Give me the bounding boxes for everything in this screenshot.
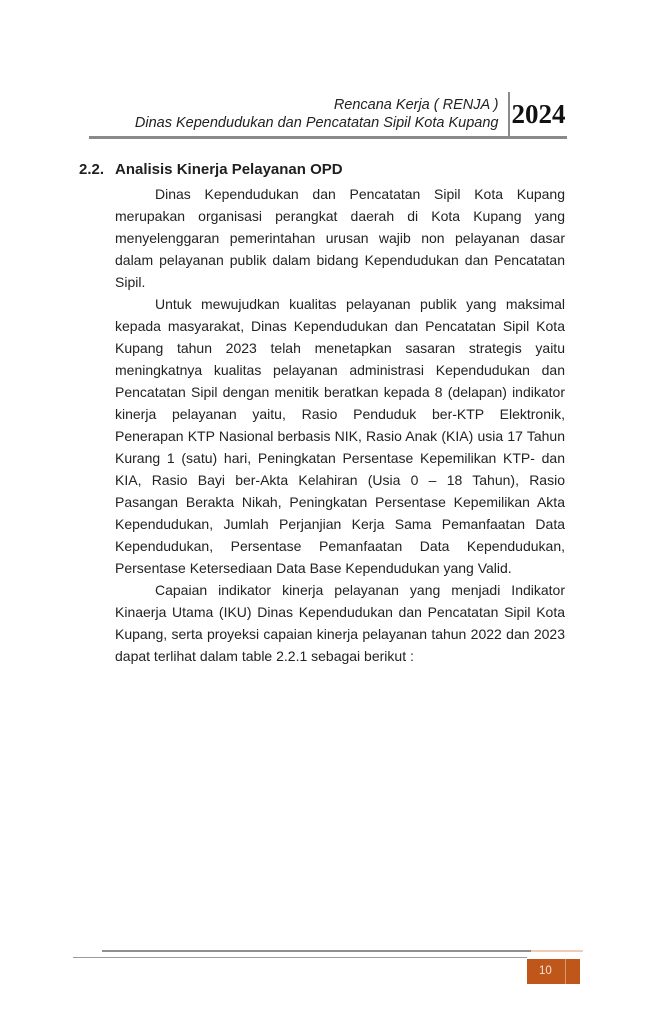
body-content [115, 183, 565, 667]
footer-rule-gray [102, 950, 531, 952]
section-heading-row [79, 160, 569, 179]
header-year: 2024 [511, 99, 566, 129]
footer-rule-accent [531, 950, 583, 952]
body-paragraph: Capaian indikator kinerja pelayanan yang menjadi Indikator Kinaerja Utama (IKU) Dinas Kependudukan dan Pencatatan Sipil Kota Kupang, serta proyeksi capaian kinerja pelayanan tahun 2022 dan 2023 dapat terlihat dalam table 2.2.1 sebagai berikut : [115, 582, 565, 664]
page-number-badge [527, 959, 580, 984]
page-header [89, 92, 567, 137]
page-badge-divider [565, 959, 566, 984]
header-horizontal-rule [89, 136, 567, 139]
page-number: 10 [539, 965, 552, 977]
footer-rule-thin [73, 957, 527, 959]
section-number: 2.2. [79, 161, 105, 178]
header-title-block [135, 92, 508, 137]
section-title: Analisis Kinerja Pelayanan OPD [115, 161, 343, 178]
body-paragraph: Untuk mewujudkan kualitas pelayanan publik yang maksimal kepada masyarakat, Dinas Kependudukan dan Pencatatan Sipil Kota Kupang tahun 2023 telah menetapkan sasaran strategis yaitu meningkatnya kualitas pelayanan administrasi Kependudukan dan Pencatatan Sipil dengan menitik beratkan kepada 8 (delapan) indikator kinerja pelayanan yaitu, Rasio Penduduk ber-KTP Elektronik, Penerapan KTP Nasional berbasis NIK, Rasio Anak (KIA) usia 17 Tahun Kurang 1 (satu) hari, Peningkatan Persentase Kepemilikan KTP- dan KIA, Rasio Bayi ber-Akta Kelahiran (Usia 0 – 18 Tahun), Rasio Pasangan Berakta Nikah, Peningkatan Persentase Kepemilikan Akta Kependudukan, Jumlah Perjanjian Kerja Sama Pemanfaatan Data Kependudukan, Persentase Pemanfaatan Data Kependudukan, Persentase Ketersediaan Data Base Kependudukan yang Valid. [115, 296, 565, 576]
header-title-line1: Rencana Kerja ( RENJA ) [333, 97, 499, 113]
header-title-line2: Dinas Kependudukan dan Pencatatan Sipil Kota Kupang [134, 115, 499, 131]
body-paragraph: Dinas Kependudukan dan Pencatatan Sipil Kota Kupang merupakan organisasi perangkat daerah di Kota Kupang yang menyelenggaran pemerintahan urusan wajib non pelayanan dasar dalam pelayanan publik dalam bidang Kependudukan dan Pencatatan Sipil. [115, 186, 565, 290]
